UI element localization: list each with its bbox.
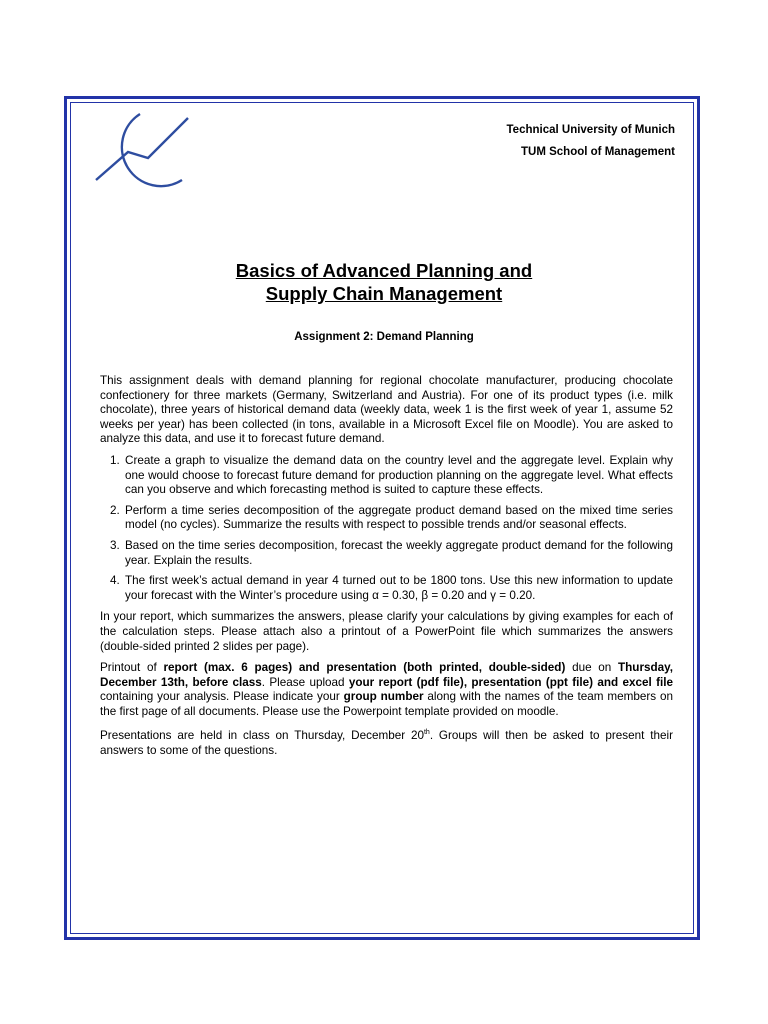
- printout-text: containing your analysis. Please indicate your: [100, 690, 344, 704]
- title-line-2: Supply Chain Management: [265, 283, 503, 304]
- school-name: TUM School of Management: [521, 146, 675, 158]
- task-item-1: 1. Create a graph to visualize the demand data on the country level and the aggregate level. Explain why one would choose to forecast future demand for production planning on the aggregate level. What effects can you observe and which forecasting method is suited to capture these effects.: [123, 454, 673, 498]
- task-item-2: 2. Perform a time series decomposition of the aggregate product demand based on the mixed time series model (no cycles). Summarize the results with respect to possible trends and/or seasonal effects.: [123, 504, 673, 533]
- upload-files: your report (pdf file), presentation (ppt file) and excel file: [348, 675, 673, 689]
- due-date: Thursday, December 13th, before class: [100, 661, 674, 689]
- title-line-1: Basics of Advanced Planning and: [235, 260, 533, 281]
- assignment-subtitle: Assignment 2: Demand Planning: [294, 331, 474, 343]
- document-title: [100, 259, 668, 305]
- task-item-3: 3. Based on the time series decomposition, forecast the weekly aggregate product demand for the following year. Explain the results.: [123, 539, 673, 568]
- task-list: [100, 454, 673, 603]
- printout-text: Printout of: [100, 661, 164, 675]
- group-number-label: group number: [343, 690, 424, 704]
- intro-paragraph: This assignment deals with demand planning for regional chocolate manufacturer, producing chocolate confectionery for three markets (Germany, Switzerland and Austria). For one of its product types (i.e. milk chocolate), three years of historical demand data (weekly data, week 1 is the first week of year 1, assume 52 weeks per year) has been collected (in tons, available in a Microsoft Excel file on Moodle). You are asked to analyze this data, and use it to forecast future demand.: [100, 374, 673, 446]
- printout-text: due on: [565, 661, 619, 675]
- presentations-text: . Groups will then be asked to present their answers to some of the questions.: [100, 729, 673, 757]
- presentations-paragraph: [100, 726, 673, 758]
- task-item-4: 4. The first week’s actual demand in year 4 turned out to be 1800 tons. Use this new information to update your forecast with the Winter’s procedure using α = 0.30, β = 0.20 and γ = 0.20.: [123, 574, 673, 603]
- printout-paragraph: [100, 661, 673, 719]
- institution-name: Technical University of Munich: [506, 124, 675, 136]
- printout-text: . Please upload: [261, 675, 349, 689]
- document-body: [100, 374, 673, 766]
- ordinal-suffix: th: [423, 729, 430, 737]
- printout-text: along with the names of the team members on the first page of all documents. Please use the Powerpoint template provided on moodle.: [100, 690, 673, 718]
- report-note-paragraph: In your report, which summarizes the answers, please clarify your calculations by giving examples for each of the calculation steps. Please attach also a printout of a PowerPoint file which summarizes the answers (double-sided printed 2 slides per page).: [100, 610, 673, 653]
- tum-curve-logo-icon: [92, 110, 192, 192]
- printout-deliverables: report (max. 6 pages) and presentation (both printed, double-sided): [163, 661, 566, 675]
- presentations-text: Presentations are held in class on Thursday, December 20: [100, 729, 424, 743]
